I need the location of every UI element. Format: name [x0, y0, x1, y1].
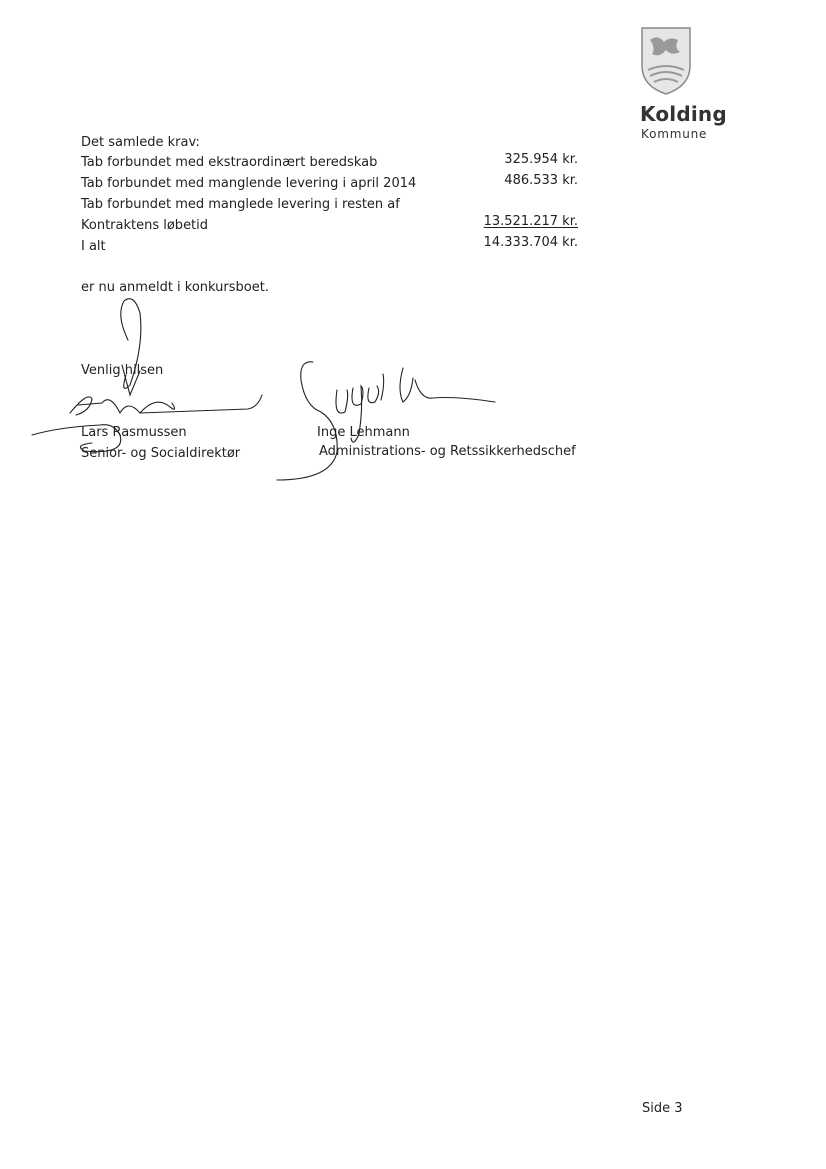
signer1-name: Lars Rasmussen — [81, 425, 187, 440]
signature-inge-lehmann — [265, 350, 505, 490]
signer2-title: Administrations- og Retssikkerhedschef — [319, 444, 576, 459]
claim-row-label: Kontraktens løbetid — [81, 218, 209, 233]
signer1-title: Senior- og Socialdirektør — [81, 446, 241, 461]
logo-name: Kolding — [640, 102, 727, 126]
claims-intro: Det samlede krav: — [81, 135, 200, 150]
kolding-coat-of-arms-icon — [640, 26, 692, 96]
claim-row-label: Tab forbundet med ekstraordinært beredskab — [81, 155, 378, 170]
claim-row-value: 325.954 kr. — [504, 152, 578, 167]
claim-row-value: 13.521.217 kr. — [483, 214, 578, 229]
claim-total-value: 14.333.704 kr. — [483, 235, 578, 250]
greeting: Venlig hilsen — [81, 363, 164, 378]
claim-row-value: 486.533 kr. — [504, 173, 578, 188]
claim-row-label: Tab forbundet med manglende levering i april 2014 — [81, 176, 417, 191]
signer2-name: Inge Lehmann — [317, 425, 410, 440]
closing-text: er nu anmeldt i konkursboet. — [81, 280, 269, 295]
claim-row-label: Tab forbundet med manglede levering i resten af — [81, 197, 400, 212]
page-number: Side 3 — [642, 1101, 683, 1116]
claim-total-label: I alt — [81, 239, 106, 254]
logo-subtitle: Kommune — [641, 127, 708, 141]
signature-lars-rasmussen — [30, 295, 280, 470]
